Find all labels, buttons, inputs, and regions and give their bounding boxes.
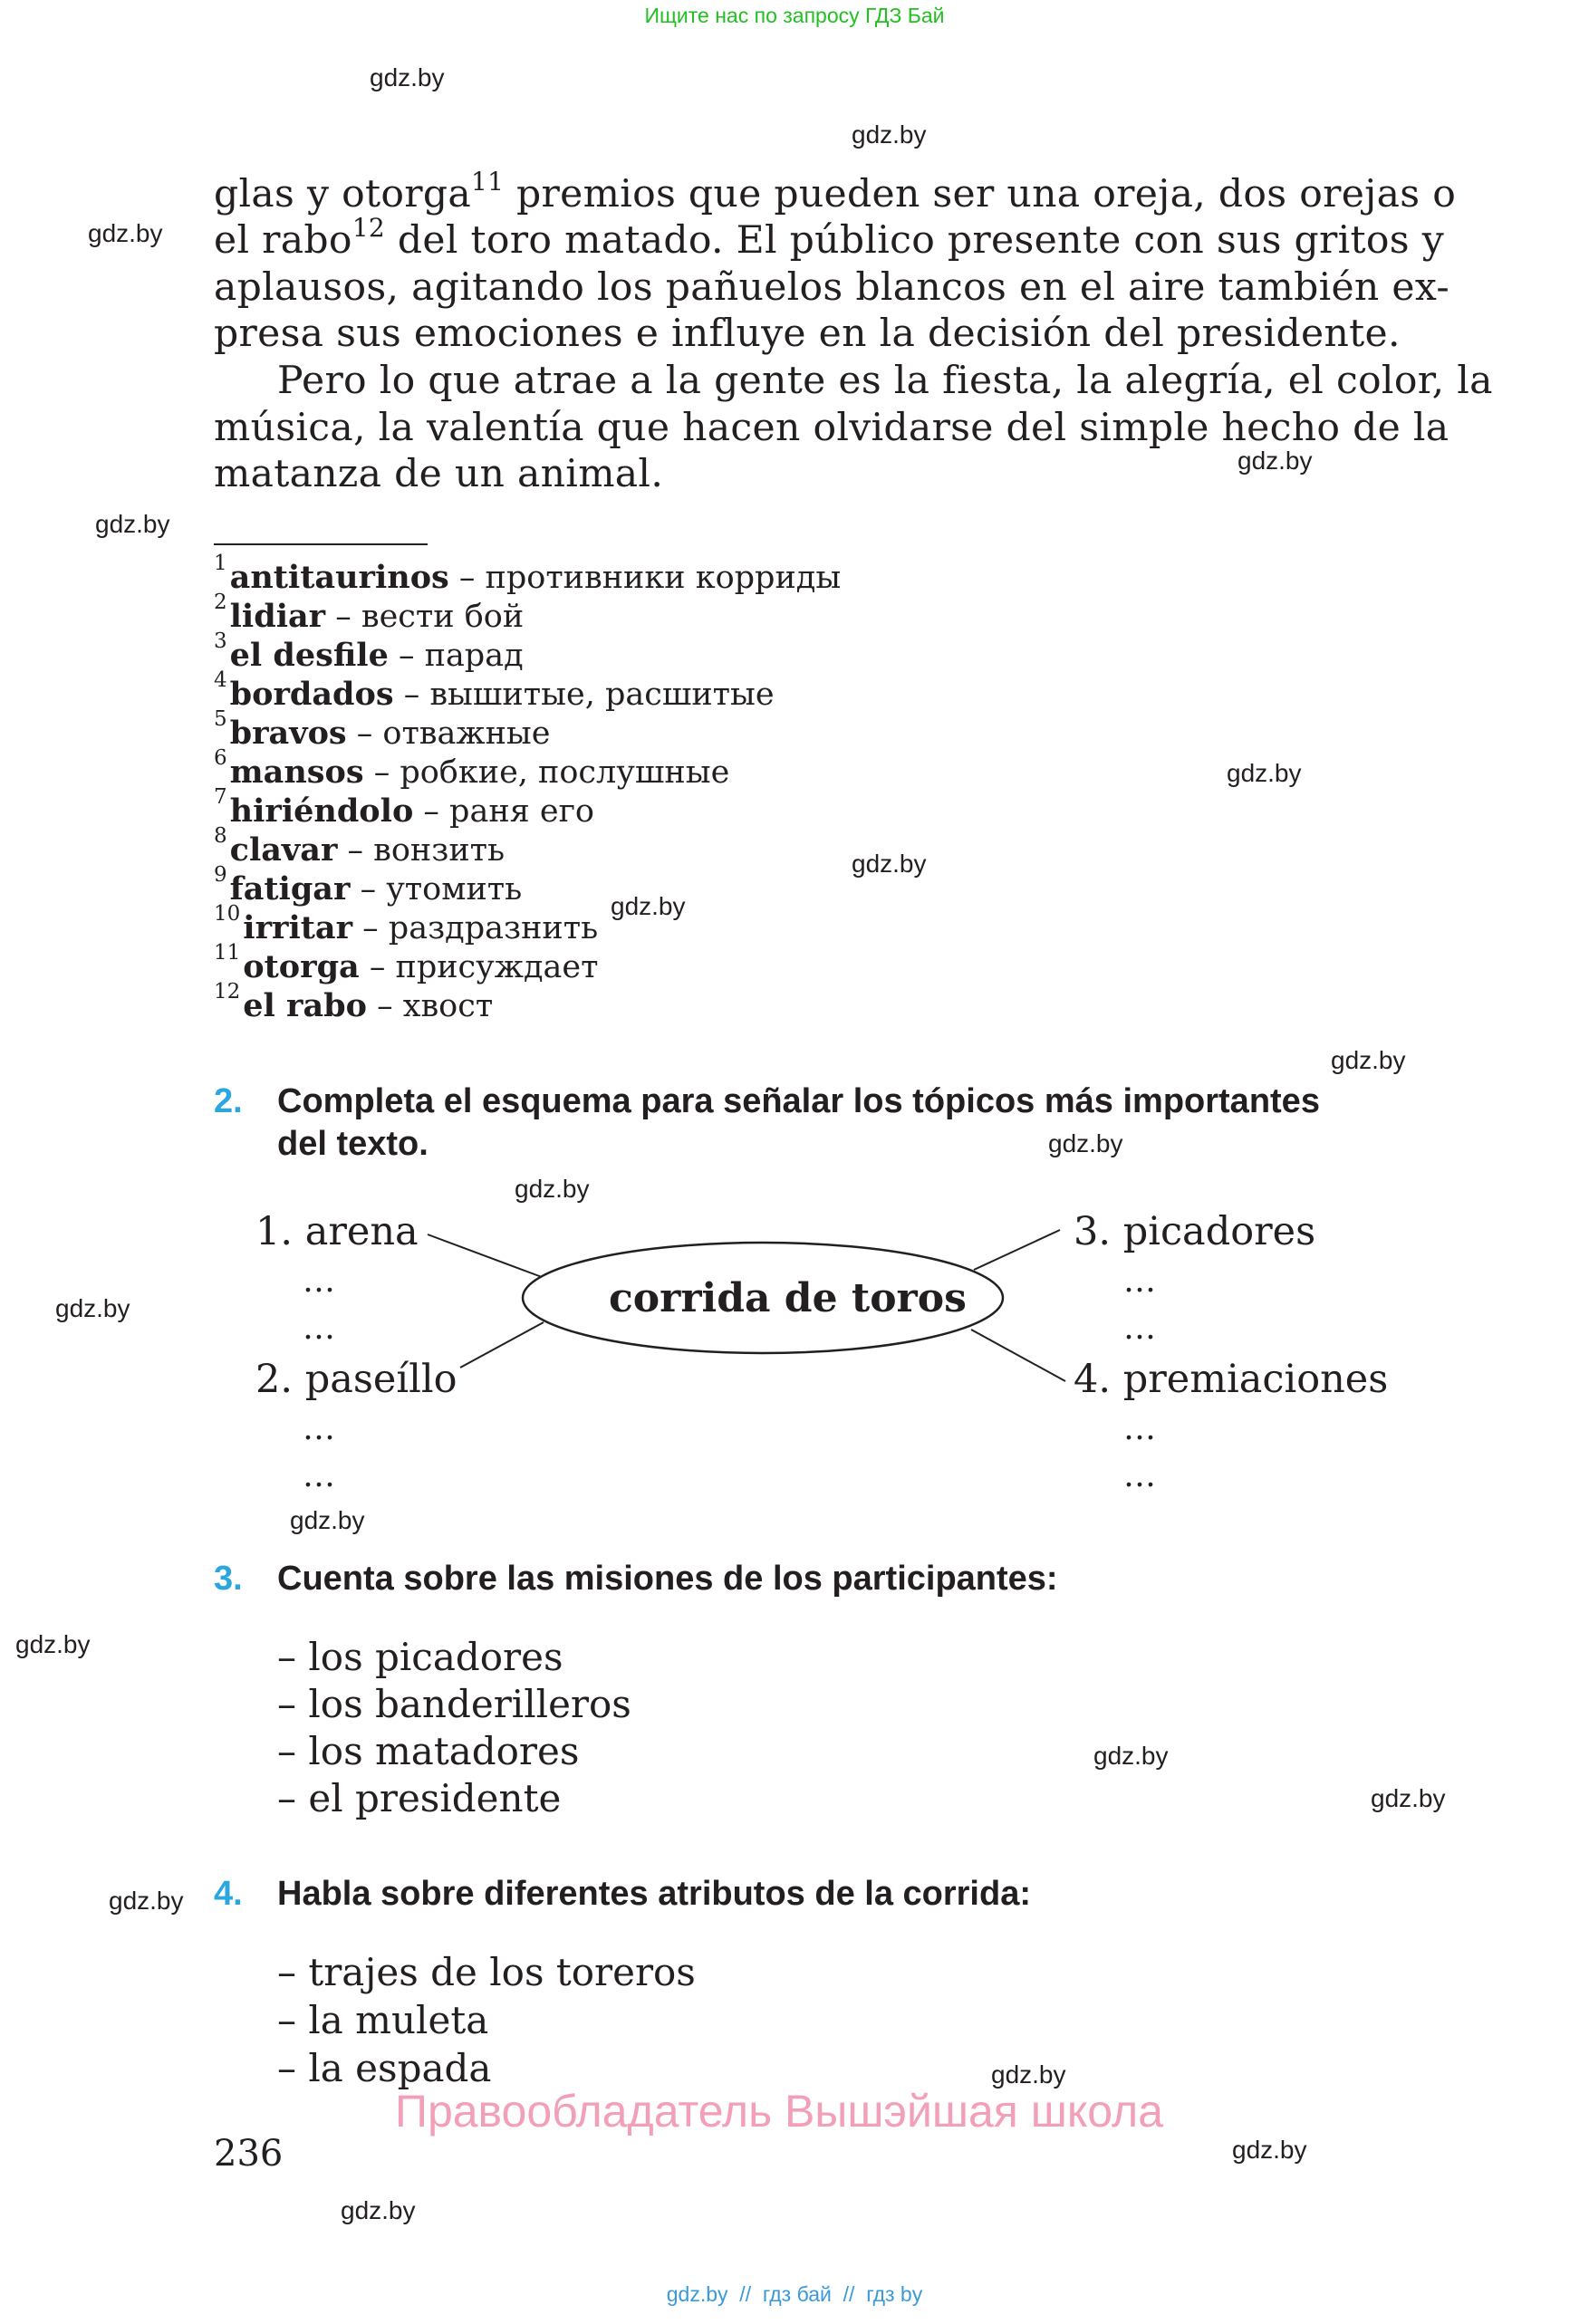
watermark: gdz.by (515, 1175, 590, 1203)
diagram-item: 4. premiaciones (1074, 1357, 1389, 1402)
exercise-instruction: Cuenta sobre las misiones de los participantes: (277, 1560, 1058, 1598)
diagram-dots: … (303, 1263, 337, 1300)
connector-line (971, 1330, 1065, 1381)
diagram-dots: … (303, 1410, 337, 1447)
diagram-dots: … (1123, 1310, 1158, 1347)
watermark: gdz.by (15, 1630, 91, 1658)
exercise-number: 4. (214, 1875, 243, 1913)
footnote: $^1$antitaurinos – противники корриды (214, 552, 842, 596)
diagram-dots: … (303, 1310, 337, 1347)
list-item: – el presidente (277, 1776, 562, 1820)
footnote: $^{12}$el rabo – хвост (214, 980, 494, 1024)
watermark: gdz.by (109, 1887, 184, 1915)
diagram-item: 1. arena (255, 1209, 419, 1254)
diagram-dots: … (303, 1457, 337, 1494)
watermark: gdz.by (1227, 759, 1302, 787)
watermark: gdz.by (1331, 1046, 1406, 1074)
footnote: $^9$fatigar – утомить (214, 863, 523, 908)
text-line: el rabo$^{12}$ del toro matado. El público presente con sus gritos y (214, 213, 1445, 263)
diagram-item: 3. picadores (1074, 1209, 1316, 1254)
diagram-center-label: corrida de toros (609, 1275, 967, 1321)
watermark: gdz.by (88, 219, 163, 247)
diagram-item: 2. paseíllo (255, 1357, 457, 1402)
list-item: – la espada (277, 2046, 492, 2090)
watermark: gdz.by (370, 63, 445, 91)
text-line: glas y otorga$^{11}$ premios que pueden ser una oreja, dos orejas o (214, 167, 1457, 216)
watermark: gdz.by (1237, 447, 1313, 475)
exercise-instruction: Habla sobre diferentes atributos de la corrida: (277, 1875, 1031, 1913)
watermark: gdz.by (611, 892, 686, 920)
footnote: $^6$mansos – робкие, послушные (214, 746, 730, 791)
footnote: $^2$lidiar – вести бой (214, 591, 525, 635)
watermark: gdz.by (290, 1506, 365, 1534)
watermark: gdz.by (1371, 1784, 1446, 1812)
top-banner[interactable]: Ищите нас по запросу ГДЗ Бай (644, 4, 945, 27)
bottom-banner[interactable]: gdz.by // гдз бай // гдз by (666, 2282, 923, 2306)
diagram-dots: … (1123, 1410, 1158, 1447)
copyright-notice: Правообладатель Вышэйшая школа (395, 2086, 1163, 2137)
list-item: – los matadores (277, 1729, 580, 1773)
footnote: $^5$bravos – отважные (214, 707, 551, 752)
footnote: $^7$hiriéndolo – раня его (214, 785, 594, 830)
footnote: $^4$bordados – вышитые, расшитые (214, 668, 775, 713)
list-item: – los picadores (277, 1635, 563, 1679)
watermark: gdz.by (1093, 1742, 1169, 1770)
exercise-instruction: Completa el esquema para señalar los tópicos más importantes (277, 1082, 1320, 1120)
footnote: $^8$clavar – вонзить (214, 824, 506, 869)
diagram-dots: … (1123, 1263, 1158, 1300)
list-item: – la muleta (277, 1998, 489, 2042)
watermark: gdz.by (1048, 1129, 1123, 1157)
connector-line (428, 1234, 542, 1277)
connector-line (974, 1230, 1060, 1270)
exercise-number: 3. (214, 1560, 243, 1598)
watermark: gdz.by (991, 2060, 1066, 2089)
text-line: aplausos, agitando los pañuelos blancos en el aire también ex- (214, 265, 1450, 310)
list-item: – los banderilleros (277, 1682, 631, 1726)
exercise-instruction: del texto. (277, 1125, 429, 1163)
text-line: Pero lo que atrae a la gente es la fiesta, la alegría, el color, la (277, 359, 1493, 403)
exercise-number: 2. (214, 1082, 243, 1120)
diagram-dots: … (1123, 1457, 1158, 1494)
watermark: gdz.by (852, 120, 927, 149)
footnote: $^{11}$otorga – присуждает (214, 941, 599, 985)
text-line: matanza de un animal. (214, 452, 664, 496)
watermark: gdz.by (95, 510, 170, 538)
connector-line (460, 1322, 544, 1368)
footnote: $^3$el desfile – парад (214, 629, 524, 674)
text-line: presa sus emociones e influye en la decisión del presidente. (214, 312, 1401, 356)
watermark: gdz.by (852, 850, 927, 878)
list-item: – trajes de los toreros (277, 1950, 696, 1994)
page-number: 236 (214, 2133, 284, 2175)
watermark: gdz.by (1232, 2136, 1307, 2164)
watermark: gdz.by (341, 2196, 416, 2224)
watermark: gdz.by (55, 1294, 130, 1322)
text-line: música, la valentía que hacen olvidarse del simple hecho de la (214, 406, 1449, 450)
footnote: $^{10}$irritar – раздразнить (214, 902, 599, 946)
